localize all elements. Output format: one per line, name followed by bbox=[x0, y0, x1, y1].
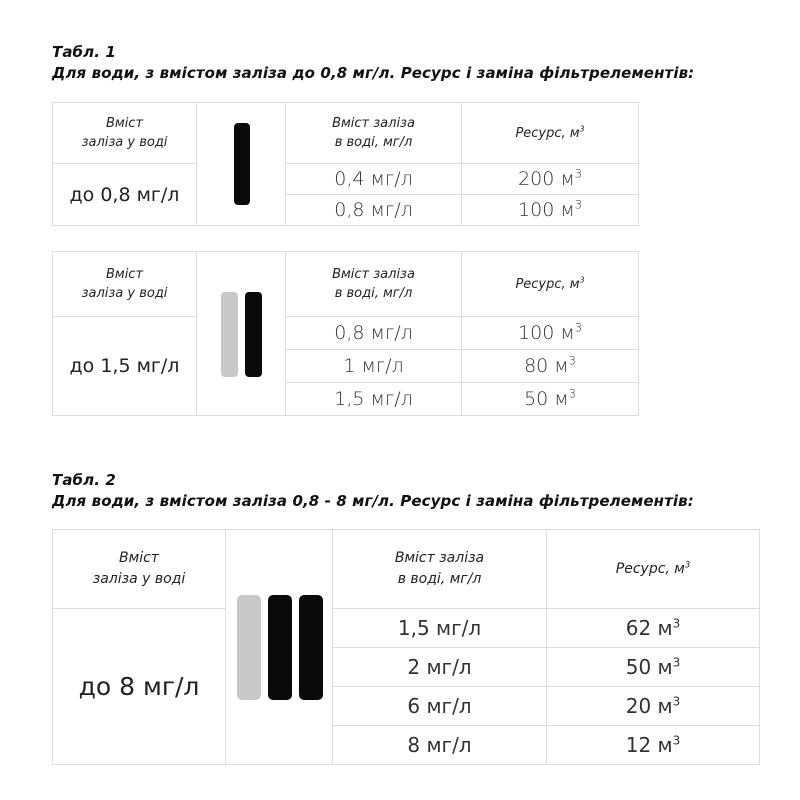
iron-value: 0,8 мг/л bbox=[286, 317, 462, 350]
cartridge-icon bbox=[226, 587, 333, 707]
iron-value: 2 мг/л bbox=[333, 648, 547, 687]
spec-table-block-3 bbox=[52, 529, 760, 765]
header-iron-in-water: Вміст заліза в воді, мг/л bbox=[333, 530, 547, 609]
table-row bbox=[53, 317, 639, 350]
resource-value: 50 $м^3$ bbox=[462, 383, 639, 416]
header-iron-content: Вміст заліза у воді bbox=[53, 252, 197, 317]
table-row bbox=[53, 609, 760, 648]
header-resource: Ресурс, $м^3$ bbox=[462, 252, 639, 317]
iron-range: до 0,8 мг/л bbox=[53, 164, 197, 226]
spec-table-block-2 bbox=[52, 251, 639, 416]
table2-description: Для води, з вмістом заліза 0,8 - 8 мг/л. Ресурс і заміна фільтрелементів: bbox=[52, 492, 694, 510]
resource-value: 12 $м^3$ bbox=[547, 726, 760, 765]
resource-value: 100 $м^3$ bbox=[462, 317, 639, 350]
iron-range: до 1,5 мг/л bbox=[53, 317, 197, 416]
header-resource: Ресурс, $м^3$ bbox=[547, 530, 760, 609]
resource-value: 62 $м^3$ bbox=[547, 609, 760, 648]
iron-value: 8 мг/л bbox=[333, 726, 547, 765]
table2-caption bbox=[52, 470, 694, 512]
header-iron-in-water: Вміст заліза в воді, мг/л bbox=[286, 103, 462, 164]
iron-value: 1,5 мг/л bbox=[286, 383, 462, 416]
iron-value: 1 мг/л bbox=[286, 350, 462, 383]
header-iron-content: Вміст заліза у воді bbox=[53, 103, 197, 164]
iron-range: до 8 мг/л bbox=[53, 609, 226, 765]
iron-value: 6 мг/л bbox=[333, 687, 547, 726]
header-iron-in-water: Вміст заліза в воді, мг/л bbox=[286, 252, 462, 317]
table1-title: Табл. 1 bbox=[52, 43, 116, 61]
table1-description: Для води, з вмістом заліза до 0,8 мг/л. Ресурс і заміна фільтрелементів: bbox=[52, 64, 695, 82]
cartridge-icon bbox=[197, 119, 286, 209]
header-iron-content: Вміст заліза у воді bbox=[53, 530, 226, 609]
table-row bbox=[53, 164, 639, 195]
cartridge-icon bbox=[197, 284, 286, 384]
spec-table-block-1 bbox=[52, 102, 639, 226]
iron-value: 0,8 мг/л bbox=[286, 195, 462, 226]
table-header-row bbox=[53, 103, 639, 164]
cartridge-image bbox=[197, 252, 286, 416]
resource-value: 100 $м^3$ bbox=[462, 195, 639, 226]
resource-value: 20 $м^3$ bbox=[547, 687, 760, 726]
resource-value: 80 $м^3$ bbox=[462, 350, 639, 383]
cartridge-image bbox=[197, 103, 286, 226]
iron-value: 1,5 мг/л bbox=[333, 609, 547, 648]
table2-title: Табл. 2 bbox=[52, 471, 116, 489]
cartridge-image bbox=[226, 530, 333, 765]
table-header-row bbox=[53, 252, 639, 317]
iron-value: 0,4 мг/л bbox=[286, 164, 462, 195]
table1-caption bbox=[52, 42, 694, 84]
resource-value: 200 $м^3$ bbox=[462, 164, 639, 195]
resource-value: 50 $м^3$ bbox=[547, 648, 760, 687]
table-header-row bbox=[53, 530, 760, 609]
header-resource: Ресурс, $м^3$ bbox=[462, 103, 639, 164]
